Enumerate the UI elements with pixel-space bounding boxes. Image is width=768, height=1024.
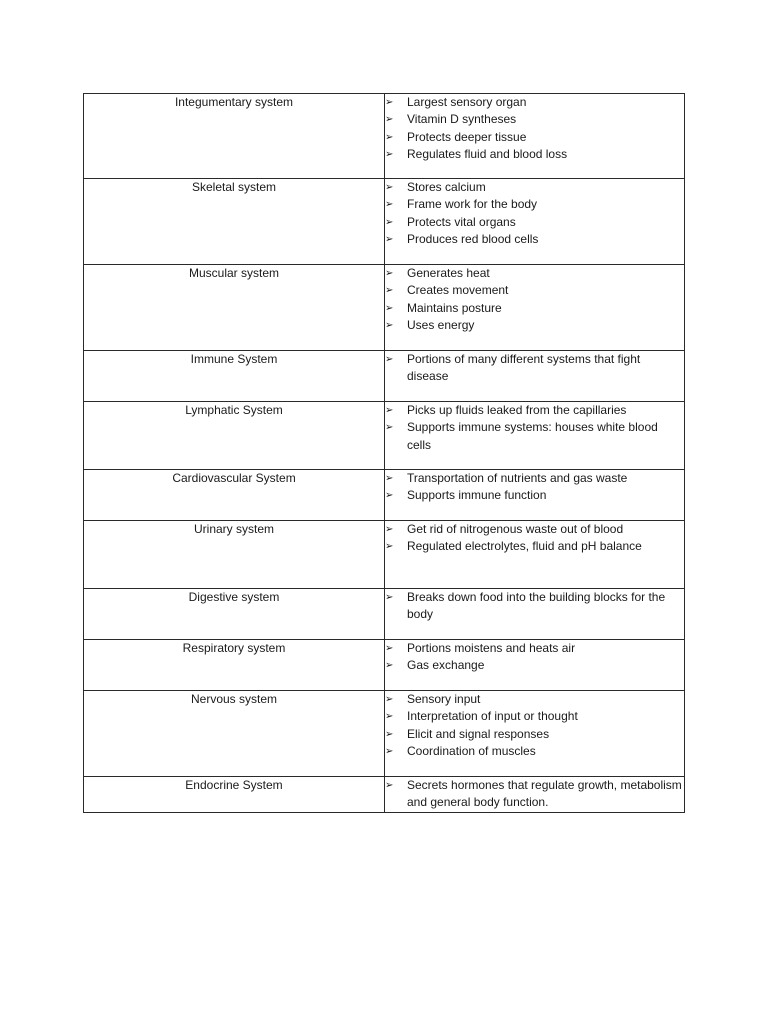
function-list: [385, 402, 684, 454]
functions-cell: [385, 179, 685, 265]
system-name: Lymphatic System: [185, 403, 283, 417]
function-list: [385, 265, 684, 334]
arrow-bullet-icon: ➢: [385, 319, 394, 331]
arrow-bullet-icon: ➢: [385, 660, 394, 672]
system-name: Integumentary system: [174, 95, 294, 109]
list-item: [385, 94, 684, 111]
system-name-cell: [84, 402, 385, 470]
functions-cell: [385, 265, 685, 351]
arrow-bullet-icon: ➢: [385, 114, 394, 126]
arrow-bullet-icon: ➢: [385, 97, 394, 108]
arrow-bullet-icon: ➢: [385, 780, 394, 791]
list-item: [385, 708, 684, 725]
function-text: Portions of many different systems that fight disease: [407, 352, 641, 384]
arrow-bullet-icon: ➢: [385, 711, 394, 723]
list-item: [385, 726, 684, 743]
functions-cell: [385, 777, 685, 813]
list-item: [385, 402, 684, 419]
function-text: Vitamin D syntheses: [407, 112, 517, 127]
function-text: Creates movement: [407, 283, 509, 298]
function-text: Regulates fluid and blood loss: [407, 146, 568, 161]
function-list: [385, 691, 684, 760]
arrow-bullet-icon: ➢: [385, 199, 394, 211]
arrow-bullet-icon: ➢: [385, 592, 394, 603]
system-name: Muscular system: [188, 266, 280, 280]
function-text: Interpretation of input or thought: [407, 709, 578, 724]
arrow-bullet-icon: ➢: [385, 268, 394, 279]
arrow-bullet-icon: ➢: [385, 728, 394, 740]
list-item: [385, 691, 684, 708]
table-row: [84, 470, 685, 521]
function-text: Elicit and signal responses: [407, 726, 550, 741]
list-item: [385, 179, 684, 196]
table-body: [84, 94, 685, 813]
arrow-bullet-icon: ➢: [385, 694, 394, 705]
function-text: Supports immune systems: houses white blood cells: [407, 420, 658, 452]
arrow-bullet-icon: ➢: [385, 302, 394, 314]
function-text: Produces red blood cells: [407, 231, 539, 246]
function-text: Supports immune function: [407, 488, 547, 503]
list-item: [385, 282, 684, 299]
list-item: [385, 777, 684, 812]
function-text: Portions moistens and heats air: [407, 641, 576, 655]
function-text: Secrets hormones that regulate growth, metabolism and general body function.: [407, 778, 682, 810]
list-item: [385, 743, 684, 760]
list-item: [385, 214, 684, 231]
list-item: [385, 538, 684, 555]
function-list: [385, 351, 684, 386]
function-list: [385, 589, 684, 624]
arrow-bullet-icon: ➢: [385, 131, 394, 143]
system-name-cell: [84, 351, 385, 402]
arrow-bullet-icon: ➢: [385, 233, 394, 245]
table-row: [84, 521, 685, 589]
function-text: Gas exchange: [407, 658, 485, 673]
function-text: Frame work for the body: [407, 197, 538, 212]
function-list: [385, 179, 684, 248]
system-name-cell: [84, 691, 385, 777]
arrow-bullet-icon: ➢: [385, 285, 394, 297]
function-text: Transportation of nutrients and gas waste: [407, 471, 628, 485]
system-name: Cardiovascular System: [172, 471, 296, 485]
function-text: Uses energy: [407, 317, 475, 332]
function-text: Get rid of nitrogenous waste out of blood: [407, 522, 624, 536]
system-name: Skeletal system: [191, 180, 277, 194]
system-name-cell: [84, 94, 385, 179]
function-text: Picks up fluids leaked from the capillaries: [407, 403, 627, 417]
functions-cell: [385, 521, 685, 589]
system-name-cell: [84, 179, 385, 265]
list-item: [385, 317, 684, 334]
arrow-bullet-icon: ➢: [385, 216, 394, 228]
table-row: [84, 179, 685, 265]
system-name-cell: [84, 470, 385, 521]
arrow-bullet-icon: ➢: [385, 541, 394, 553]
list-item: [385, 300, 684, 317]
system-name: Urinary system: [193, 522, 274, 536]
function-text: Generates heat: [407, 266, 490, 280]
functions-cell: [385, 94, 685, 179]
function-text: Sensory input: [407, 692, 481, 706]
function-text: Coordination of muscles: [407, 743, 536, 758]
system-name: Nervous system: [190, 692, 278, 706]
function-text: Stores calcium: [407, 180, 486, 194]
list-item: [385, 589, 684, 624]
list-item: [385, 657, 684, 674]
table-row: [84, 402, 685, 470]
system-name: Respiratory system: [182, 641, 286, 655]
table-row: [84, 94, 685, 179]
arrow-bullet-icon: ➢: [385, 405, 394, 416]
function-text: Largest sensory organ: [407, 95, 527, 109]
arrow-bullet-icon: ➢: [385, 490, 394, 502]
functions-cell: [385, 589, 685, 640]
list-item: [385, 640, 684, 657]
arrow-bullet-icon: ➢: [385, 148, 394, 160]
list-item: [385, 111, 684, 128]
list-item: [385, 129, 684, 146]
system-name: Endocrine System: [185, 778, 283, 792]
list-item: [385, 470, 684, 487]
function-list: [385, 640, 684, 675]
list-item: [385, 419, 684, 454]
functions-cell: [385, 691, 685, 777]
body-systems-table: [83, 93, 685, 813]
system-name: Immune System: [190, 352, 278, 366]
arrow-bullet-icon: ➢: [385, 422, 394, 434]
function-text: Regulated electrolytes, fluid and pH balance: [407, 539, 642, 554]
system-name-cell: [84, 521, 385, 589]
function-list: [385, 521, 684, 556]
table-row: [84, 777, 685, 813]
system-name-cell: [84, 589, 385, 640]
list-item: [385, 231, 684, 248]
table-row: [84, 589, 685, 640]
system-name-cell: [84, 777, 385, 813]
arrow-bullet-icon: ➢: [385, 745, 394, 757]
functions-cell: [385, 351, 685, 402]
list-item: [385, 521, 684, 538]
system-name-cell: [84, 265, 385, 351]
arrow-bullet-icon: ➢: [385, 643, 394, 654]
arrow-bullet-icon: ➢: [385, 524, 394, 535]
function-text: Maintains posture: [407, 300, 502, 315]
list-item: [385, 196, 684, 213]
function-text: Protects vital organs: [407, 214, 516, 229]
table-row: [84, 691, 685, 777]
functions-cell: [385, 640, 685, 691]
table-row: [84, 265, 685, 351]
function-list: [385, 777, 684, 812]
functions-cell: [385, 402, 685, 470]
table-row: [84, 640, 685, 691]
system-name: Digestive system: [188, 590, 280, 604]
arrow-bullet-icon: ➢: [385, 473, 394, 484]
list-item: [385, 351, 684, 386]
function-list: [385, 94, 684, 163]
system-name-cell: [84, 640, 385, 691]
list-item: [385, 265, 684, 282]
list-item: [385, 146, 684, 163]
functions-cell: [385, 470, 685, 521]
function-text: Breaks down food into the building blocks for the body: [407, 590, 666, 622]
list-item: [385, 487, 684, 504]
arrow-bullet-icon: ➢: [385, 182, 394, 193]
arrow-bullet-icon: ➢: [385, 354, 394, 365]
function-text: Protects deeper tissue: [407, 129, 527, 144]
table-row: [84, 351, 685, 402]
function-list: [385, 470, 684, 505]
